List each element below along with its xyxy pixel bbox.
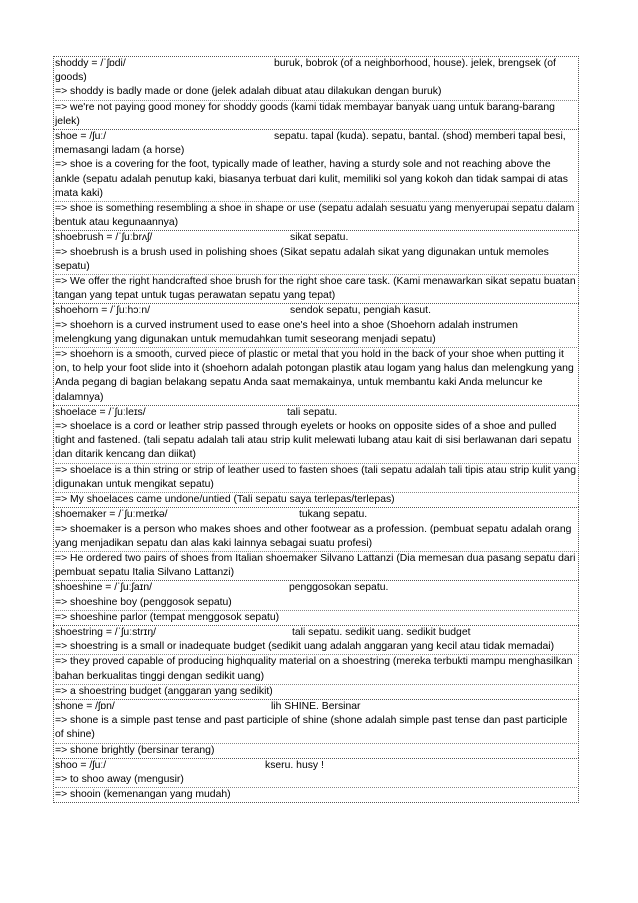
example-line: => shone is a simple past tense and past participle of shine (shone adalah simple past tense dan past participle of shine) [55,714,577,743]
meaning: sikat sepatu. [290,232,349,244]
example-line: => My shoelaces came undone/untied (Tali sepatu saya terlepas/terlepas) [55,494,395,506]
headword: shoo = /ʃuː/ [55,759,107,771]
example-line: => shoeshine parlor (tempat menggosok sepatu) [55,611,280,623]
meaning: penggosokan sepatu. [289,582,389,594]
dictionary-page [53,56,579,803]
meaning: tali sepatu. sedikit uang. sedikit budget [292,626,471,638]
dictionary-entry [53,580,579,625]
example-line: => shoemaker is a person who makes shoes and other footwear as a profession. (pembuat sepatu adalah orang yang menjadikan sepatu dan alas kaki lainnya sebagai suatu profesi) [55,523,577,552]
dictionary-entry [53,129,579,230]
example-line: => shooin (kemenangan yang mudah) [55,789,231,801]
entry-headline [55,304,577,318]
entry-headline [55,581,577,595]
meaning: lih SHINE. Bersinar [271,700,361,712]
example-line: => they proved capable of producing highquality material on a shoestring (mereka terbukti mampu menghasilkan bahan berkualitas tinggi dengan sedikit uang) [55,655,577,684]
example-line: => We offer the right handcrafted shoe brush for the right shoe care task. (Kami menawarkan sikat sepatu buatan tangan yang tepat untuk tugas perawatan sepatu yang tepat) [55,276,576,302]
example-line: => shoelace is a thin string or strip of leather used to fasten shoes (tali sepatu adalah tali tipis atau strip kulit yang digunakan untuk mengikat sepatu) [55,464,577,493]
meaning: buruk, bobrok (of a neighborhood, house). jelek, brengsek (of goods) [55,58,556,84]
entry-headline [55,759,577,773]
headword: shoehorn = /ˈʃuːhɔːn/ [55,305,151,317]
dictionary-entry [53,507,579,580]
headword: shoelace = /ˈʃuːleɪs/ [55,406,146,418]
headword: shoestring = /ˈʃuːstrɪŋ/ [55,626,157,638]
headword: shoddy = /ˈʃɒdi/ [55,58,126,69]
meaning: tali sepatu. [287,406,338,418]
example-line: => to shoo away (mengusir) [55,773,577,788]
dictionary-entry [53,56,579,129]
dictionary-entry [53,303,579,404]
meaning: sendok sepatu, pengiah kasut. [290,305,431,317]
example-line: => shoehorn is a curved instrument used to ease one's heel into a shoe (Shoehorn adalah instrumen melengkung yang digunakan untuk memudahkan tumit seseorang menjadi sepatu) [55,319,577,348]
entry-headline [55,406,577,420]
headword: shoe = /ʃuː/ [55,131,107,143]
example-line: => shoe is a covering for the foot, typically made of leather, having a sturdy sole and not reaching above the ankle (sepatu adalah penutup kaki, biasanya terbuat dari kulit, memiliki sol yang kokoh dan tidak sampai di atas mata kaki) [55,158,577,202]
example-line: => shoestring is a small or inadequate budget (sedikit uang adalah anggaran yang kecil atau tidak memadai) [55,640,577,655]
meaning: sepatu. tapal (kuda). sepatu, bantal. (shod) memberi tapal besi, memasangi ladam (a horse) [55,131,566,157]
entry-headline [55,130,577,158]
example-line: => shoebrush is a brush used in polishing shoes (Sikat sepatu adalah sikat yang digunakan untuk memoles sepatu) [55,246,577,275]
example-line: => shoddy is badly made or done (jelek adalah dibuat atau dilakukan dengan buruk) [55,85,577,100]
example-line: => shoehorn is a smooth, curved piece of plastic or metal that you hold in the back of your shoe when putting it on, to help your foot slide into it (shoehorn adalah potongan plastik atau logam yang halus dan melengkung yang Anda pegang di bagian belakang sepatu Anda saat memakainya, untuk membantu kaki Anda meluncur ke dalamnya) [55,349,574,403]
dictionary-entry [53,625,579,699]
headword: shoeshine = /ˈʃuːʃaɪn/ [55,582,152,594]
meaning: tukang sepatu. [299,509,368,521]
dictionary-entry [53,230,579,303]
entry-headline [55,700,577,714]
headword: shoemaker = /ˈʃuːmeɪkə/ [55,509,168,521]
entry-headline [55,231,577,245]
entry-headline [55,508,577,522]
example-line: => shoelace is a cord or leather strip passed through eyelets or hooks on opposite sides of a shoe and pulled tight and fastened. (tali sepatu adalah tali atau strip kulit melewati lubang atau kait di sisi berlawanan dari sepatu dan ditarik kencang dan diikat) [55,420,577,464]
example-line: => we're not paying good money for shoddy goods (kami tidak membayar banyak uang untuk barang-barang jelek) [55,101,555,127]
dictionary-entry [53,405,579,507]
entry-headline [55,57,577,85]
dictionary-entry [53,699,579,758]
example-line: => shone brightly (bersinar terang) [55,744,215,756]
example-line: => a shoestring budget (anggaran yang sedikit) [55,685,273,697]
headword: shone = /ʃɒn/ [55,700,115,712]
entry-headline [55,626,577,640]
headword: shoebrush = /ˈʃuːbrʌʃ/ [55,232,153,244]
dictionary-entry [53,758,579,804]
example-line: => shoeshine boy (penggosok sepatu) [55,596,577,611]
example-line: => shoe is something resembling a shoe in shape or use (sepatu adalah sesuatu yang menyerupai sepatu dalam bentuk atau kegunaannya) [55,203,575,229]
example-line: => He ordered two pairs of shoes from Italian shoemaker Silvano Lattanzi (Dia memesan dua pasang sepatu dari pembuat sepatu Italia Silvano Lattanzi) [55,552,576,579]
meaning: kseru. husy ! [265,759,324,771]
